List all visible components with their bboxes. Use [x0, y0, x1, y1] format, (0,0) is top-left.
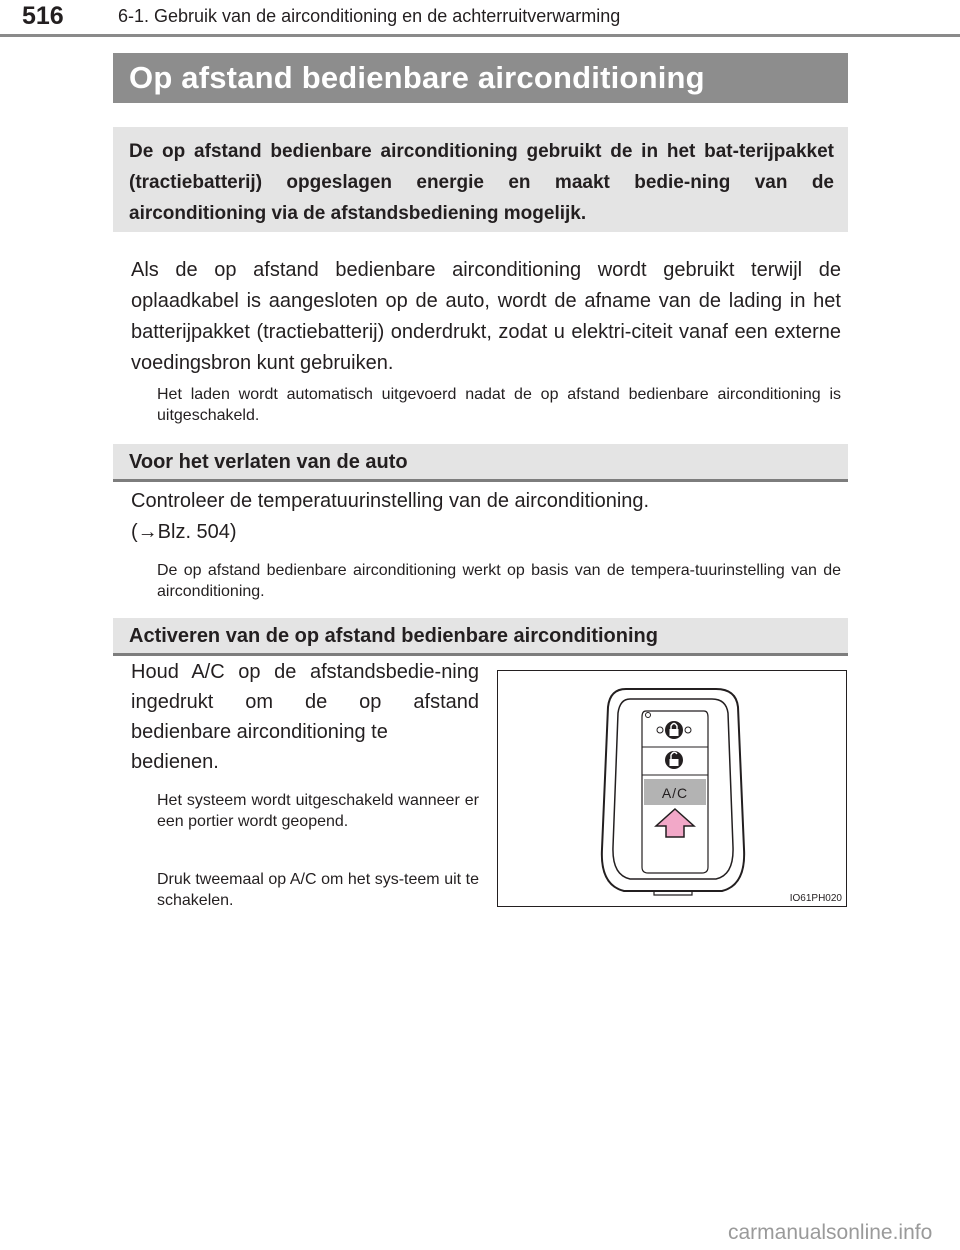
remote-key-illustration: [498, 671, 846, 906]
page-number: 516: [22, 2, 64, 30]
note-charging: Het laden wordt automatisch uitgevoerd nadat de op afstand bedienbare airconditioning is uitgeschakeld.: [157, 386, 841, 424]
running-header: 6-1. Gebruik van de airconditioning en de achterruitverwarming: [118, 6, 621, 26]
header-divider: [0, 34, 960, 37]
section-heading-activating: Activeren van de op afstand bedienbare airconditioning: [113, 618, 848, 656]
page-reference-link[interactable]: (→Blz. 504): [131, 521, 237, 543]
paragraph-activate: [131, 657, 479, 777]
remote-key-figure: [497, 670, 847, 907]
note-temperature: De op afstand bedienbare airconditioning werkt op basis van de tempera-tuurinstelling van de airconditioning.: [157, 562, 841, 600]
activate-instruction-end: bedienen.: [131, 751, 219, 773]
paragraph-temperature: [131, 486, 841, 548]
lock-icon: [665, 721, 683, 739]
figure-code: IO61PH020: [789, 893, 842, 904]
unlock-icon: [665, 751, 683, 769]
intro-box: [113, 127, 848, 232]
note-press-twice: Druk tweemaal op A/C om het sys-teem uit te schakelen.: [157, 871, 479, 909]
note-door-open: Het systeem wordt uitgeschakeld wanneer er een portier wordt geopend.: [157, 792, 479, 830]
temperature-instruction: Controleer de temperatuurinstelling van de airconditioning.: [131, 490, 650, 512]
intro-text: De op afstand bedienbare airconditioning gebruikt de in het bat-terijpakket (tractiebatterij) opgeslagen energie en maakt bedie-ning van de airconditioning via de afstandsbediening mogelijk.: [129, 141, 834, 224]
led-indicator: [646, 713, 651, 718]
section-heading-before-leaving: Voor het verlaten van de auto: [113, 444, 848, 482]
ac-button-label: A/C: [661, 785, 689, 801]
page-title: Op afstand bedienbare airconditioning: [113, 53, 848, 103]
arrow-up-icon: [656, 809, 694, 837]
paragraph-charging: Als de op afstand bedienbare airconditioning wordt gebruikt terwijl de oplaadkabel is aangesloten op de auto, wordt de afname van de lading in het batterijpakket (tractiebatterij) onderdrukt, zodat u elektri-citeit vanaf een externe voedingsbron kunt gebruiken.: [131, 259, 841, 374]
activate-instruction: Houd A/C op de afstandsbedie-ning ingedrukt om de op afstand bedienbare airconditioning te: [131, 661, 479, 743]
watermark: carmanualsonline.info: [728, 1221, 933, 1244]
